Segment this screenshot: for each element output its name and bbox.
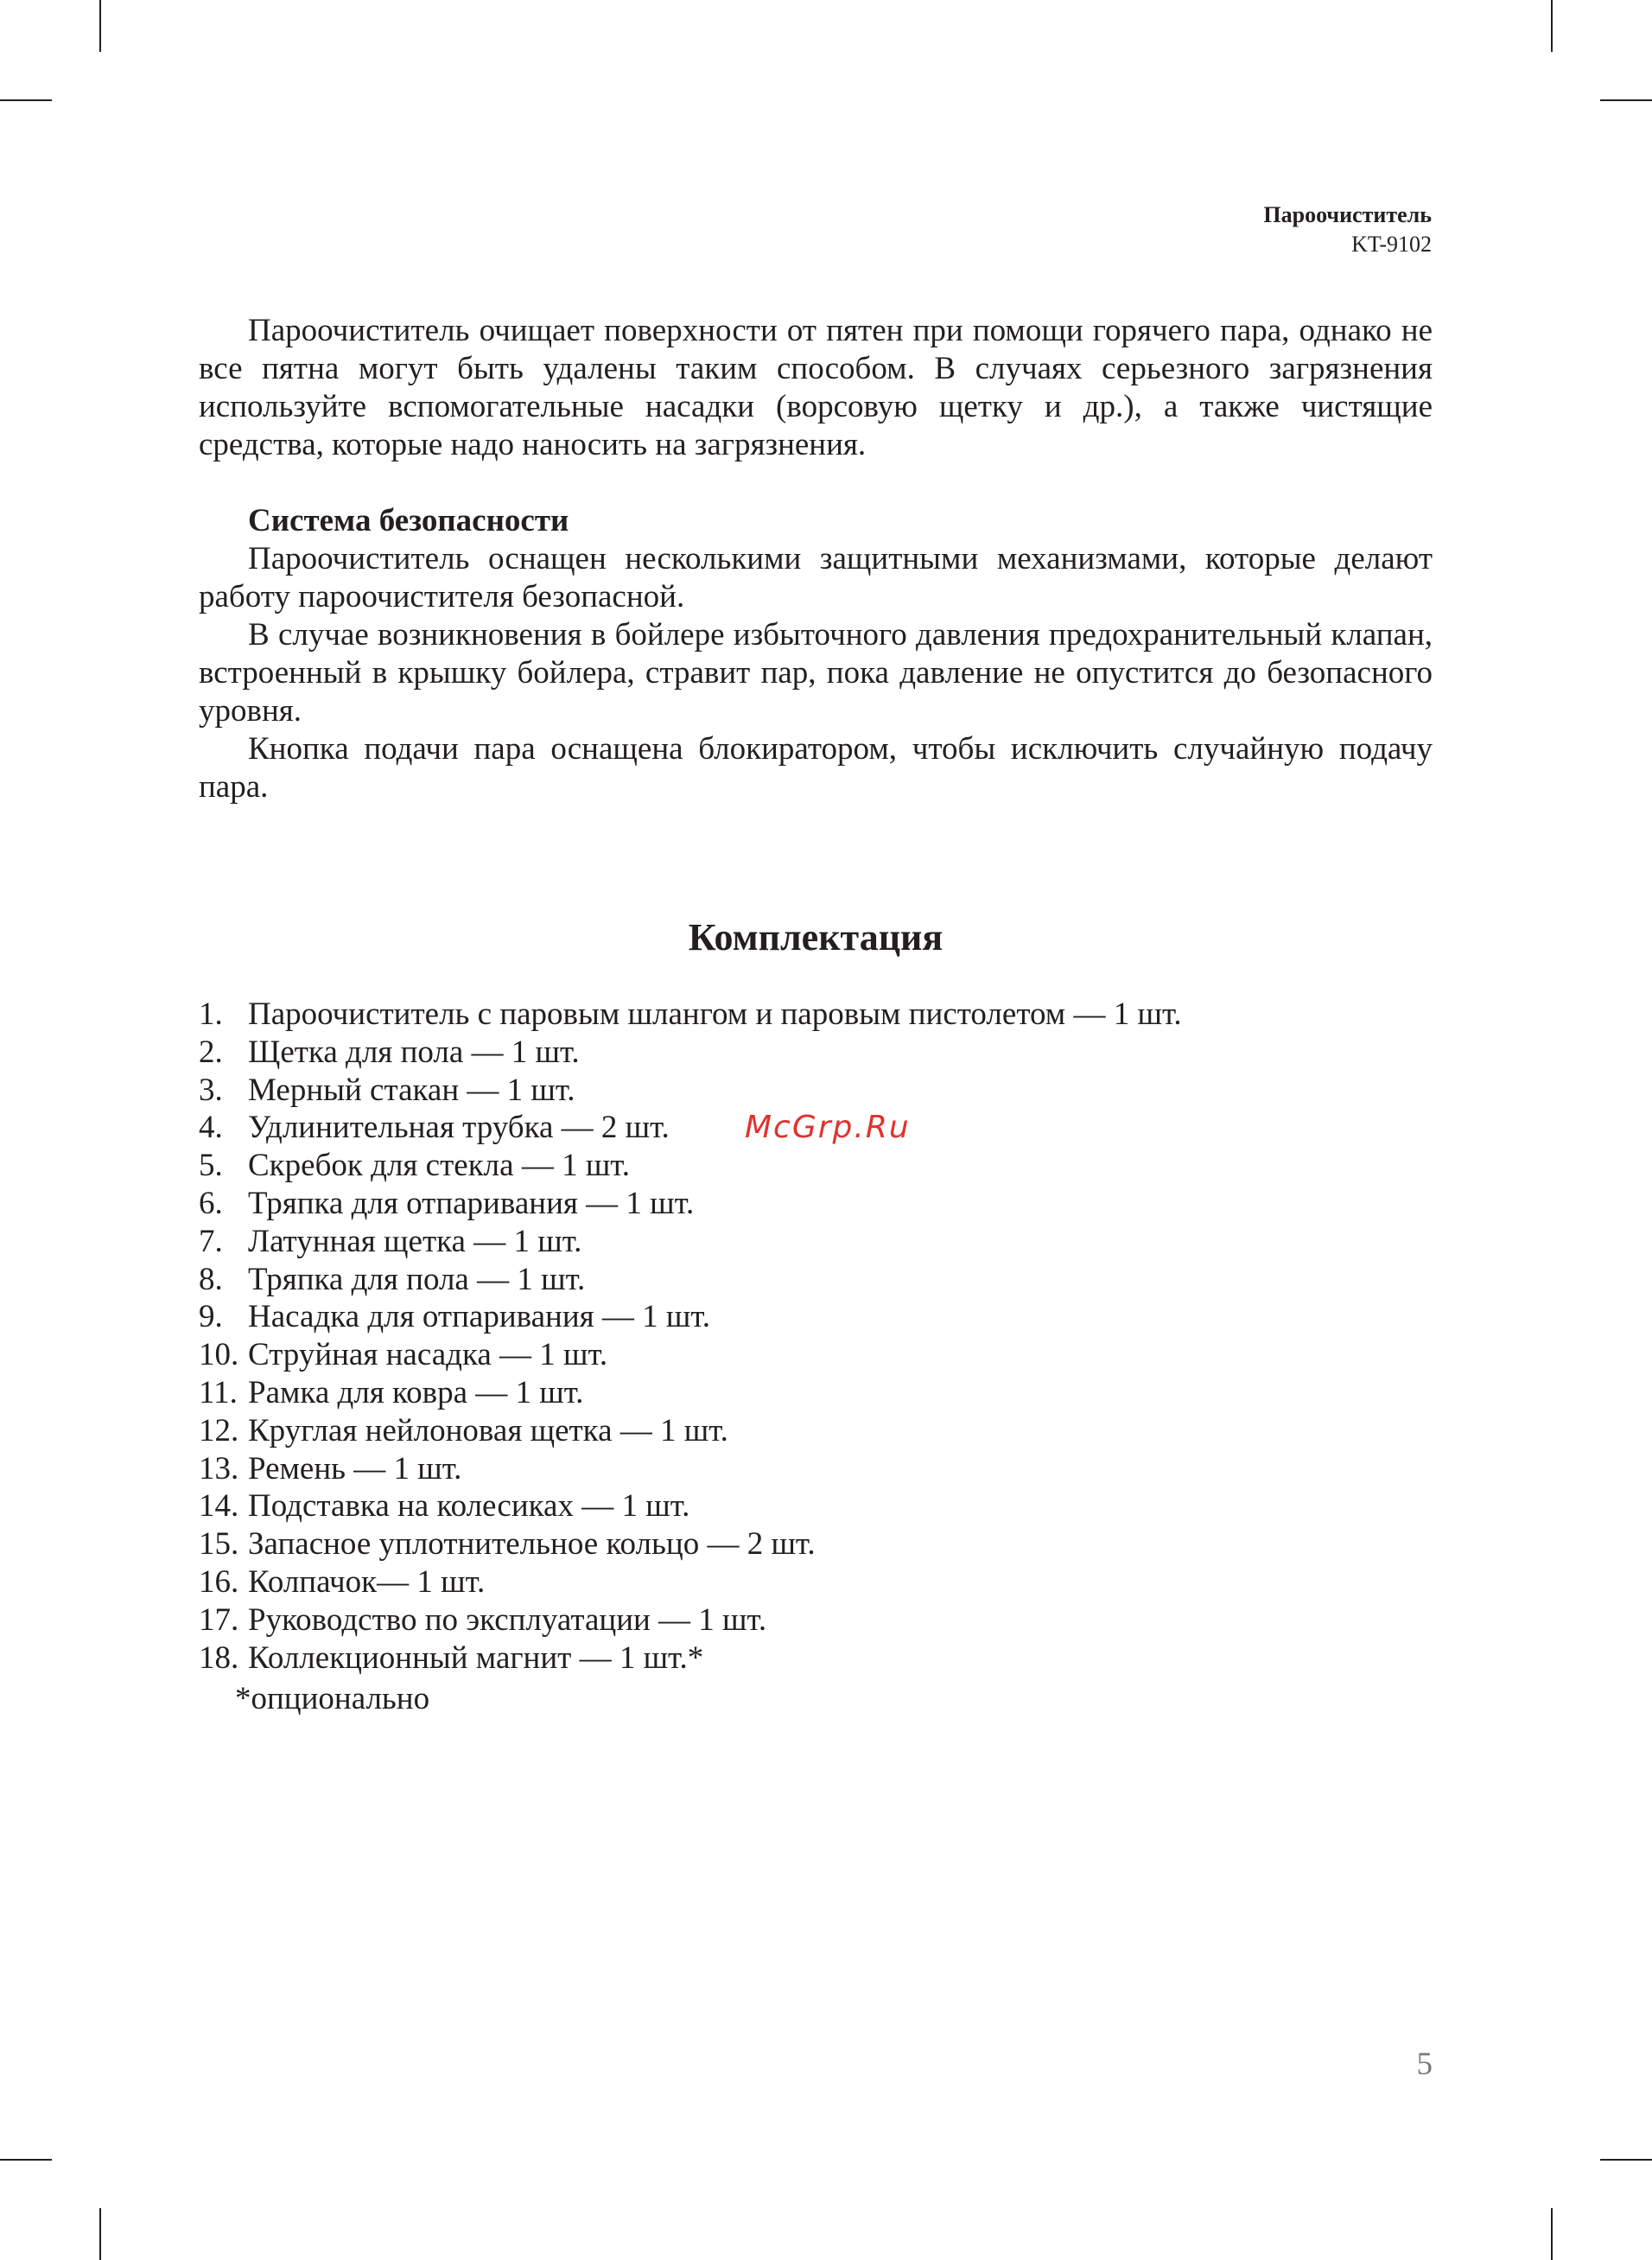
list-item [199, 1639, 1433, 1677]
kit-footnote: *опционально [235, 1681, 430, 1716]
list-item-number: 1. [199, 996, 223, 1032]
list-item-text: Струйная насадка — 1 шт. [248, 1337, 608, 1373]
list-item-text: Подставка на колесиках — 1 шт. [248, 1488, 690, 1525]
list-item-text: Колпачок— 1 шт. [248, 1563, 486, 1600]
kit-title: Комплектация [688, 916, 944, 958]
list-item-text: Тряпка для отпаривания — 1 шт. [248, 1185, 695, 1221]
list-item [199, 1072, 1433, 1110]
list-item-number: 6. [199, 1185, 223, 1221]
crop-mark-top-left [99, 0, 101, 52]
safety-paragraph-3: Кнопка подачи пара оснащена блокиратором, чтобы исключить случайную подачу пара. [199, 731, 1433, 805]
safety-paragraph-1: Пароочиститель оснащен несколькими защитными механизмами, которые делают работу пароочистителя безопасной. [199, 541, 1433, 614]
list-item-number: 16. [199, 1563, 239, 1600]
list-item [199, 1450, 1433, 1488]
list-item [199, 1336, 1433, 1374]
list-item [199, 1563, 1433, 1601]
list-item [199, 1601, 1433, 1639]
list-item [199, 1412, 1433, 1450]
list-item-text: Щетка для пола — 1 шт. [248, 1034, 580, 1070]
list-item-number: 13. [199, 1450, 239, 1487]
crop-mark-bottom-left [99, 2208, 101, 2260]
running-header [1263, 201, 1432, 259]
list-item-number: 12. [199, 1412, 239, 1448]
list-item-number: 18. [199, 1639, 239, 1676]
list-item-number: 7. [199, 1223, 223, 1259]
list-item-number: 14. [199, 1488, 239, 1525]
list-item-number: 15. [199, 1526, 239, 1563]
intro-paragraph: Пароочиститель очищает поверхности от пятен при помощи горячего пара, однако не все пятна могут быть удалены таким способом. В случаях серьезного загрязнения используйте вспомогательные насадки (ворсовую щетку и др.), а также чистящие средства, которые надо наносить на загрязнения. [199, 313, 1433, 462]
crop-mark-top-right [1551, 0, 1553, 52]
list-item-text: Латунная щетка — 1 шт. [248, 1223, 582, 1259]
list-item-number: 8. [199, 1261, 223, 1297]
list-item [199, 1487, 1433, 1525]
list-item-number: 11. [199, 1374, 238, 1410]
list-item [199, 1374, 1433, 1412]
list-item-text: Насадка для отпаривания — 1 шт. [248, 1299, 711, 1335]
list-item [199, 1034, 1433, 1072]
crop-mark-right-bottom [1600, 2159, 1652, 2161]
list-item-text: Пароочиститель с паровым шлангом и паровым пистолетом — 1 шт. [248, 996, 1182, 1032]
list-item [199, 1147, 1433, 1185]
list-item-number: 3. [199, 1072, 223, 1108]
list-item-text: Рамка для ковра — 1 шт. [248, 1374, 584, 1410]
list-item-text: Тряпка для пола — 1 шт. [248, 1261, 586, 1297]
list-item [199, 1185, 1433, 1223]
list-item [199, 1261, 1433, 1299]
list-item-number: 10. [199, 1337, 239, 1373]
list-item [199, 996, 1433, 1034]
list-item [199, 1223, 1433, 1261]
list-item-text: Скребок для стекла — 1 шт. [248, 1148, 630, 1184]
watermark-link[interactable]: McGrp.Ru [745, 1110, 911, 1145]
list-item-text: Коллекционный магнит — 1 шт.* [248, 1639, 704, 1676]
intro-section [199, 312, 1433, 464]
list-item-number: 2. [199, 1034, 223, 1070]
safety-paragraph-2: В случае возникновения в бойлере избыточного давления предохранительный клапан, встроенный в крышку бойлера, стравит пар, пока давление не опустится до безопасного уровня. [199, 617, 1433, 729]
page-number: 5 [1416, 2047, 1433, 2082]
list-item-number: 17. [199, 1601, 239, 1638]
list-item [199, 1298, 1433, 1336]
list-item-text: Ремень — 1 шт. [248, 1450, 462, 1487]
safety-heading: Система безопасности [248, 503, 569, 538]
list-item-number: 9. [199, 1299, 223, 1335]
crop-mark-left-top [0, 99, 52, 101]
list-item-number: 4. [199, 1110, 223, 1146]
header-title: Пароочиститель [1263, 202, 1432, 227]
safety-section [199, 502, 1433, 806]
list-item-text: Круглая нейлоновая щетка — 1 шт. [248, 1412, 728, 1448]
header-model: KT-9102 [1351, 232, 1432, 257]
list-item-text: Руководство по эксплуатации — 1 шт. [248, 1601, 767, 1638]
list-item-text: Удлинительная трубка — 2 шт. [248, 1110, 670, 1146]
list-item [199, 1525, 1433, 1563]
kit-list [199, 996, 1433, 1677]
list-item-text: Запасное уплотнительное кольцо — 2 шт. [248, 1526, 816, 1563]
list-item-text: Мерный стакан — 1 шт. [248, 1072, 575, 1108]
crop-mark-left-bottom [0, 2159, 52, 2161]
crop-mark-right-top [1600, 99, 1652, 101]
crop-mark-bottom-right [1551, 2208, 1553, 2260]
list-item-number: 5. [199, 1148, 223, 1184]
